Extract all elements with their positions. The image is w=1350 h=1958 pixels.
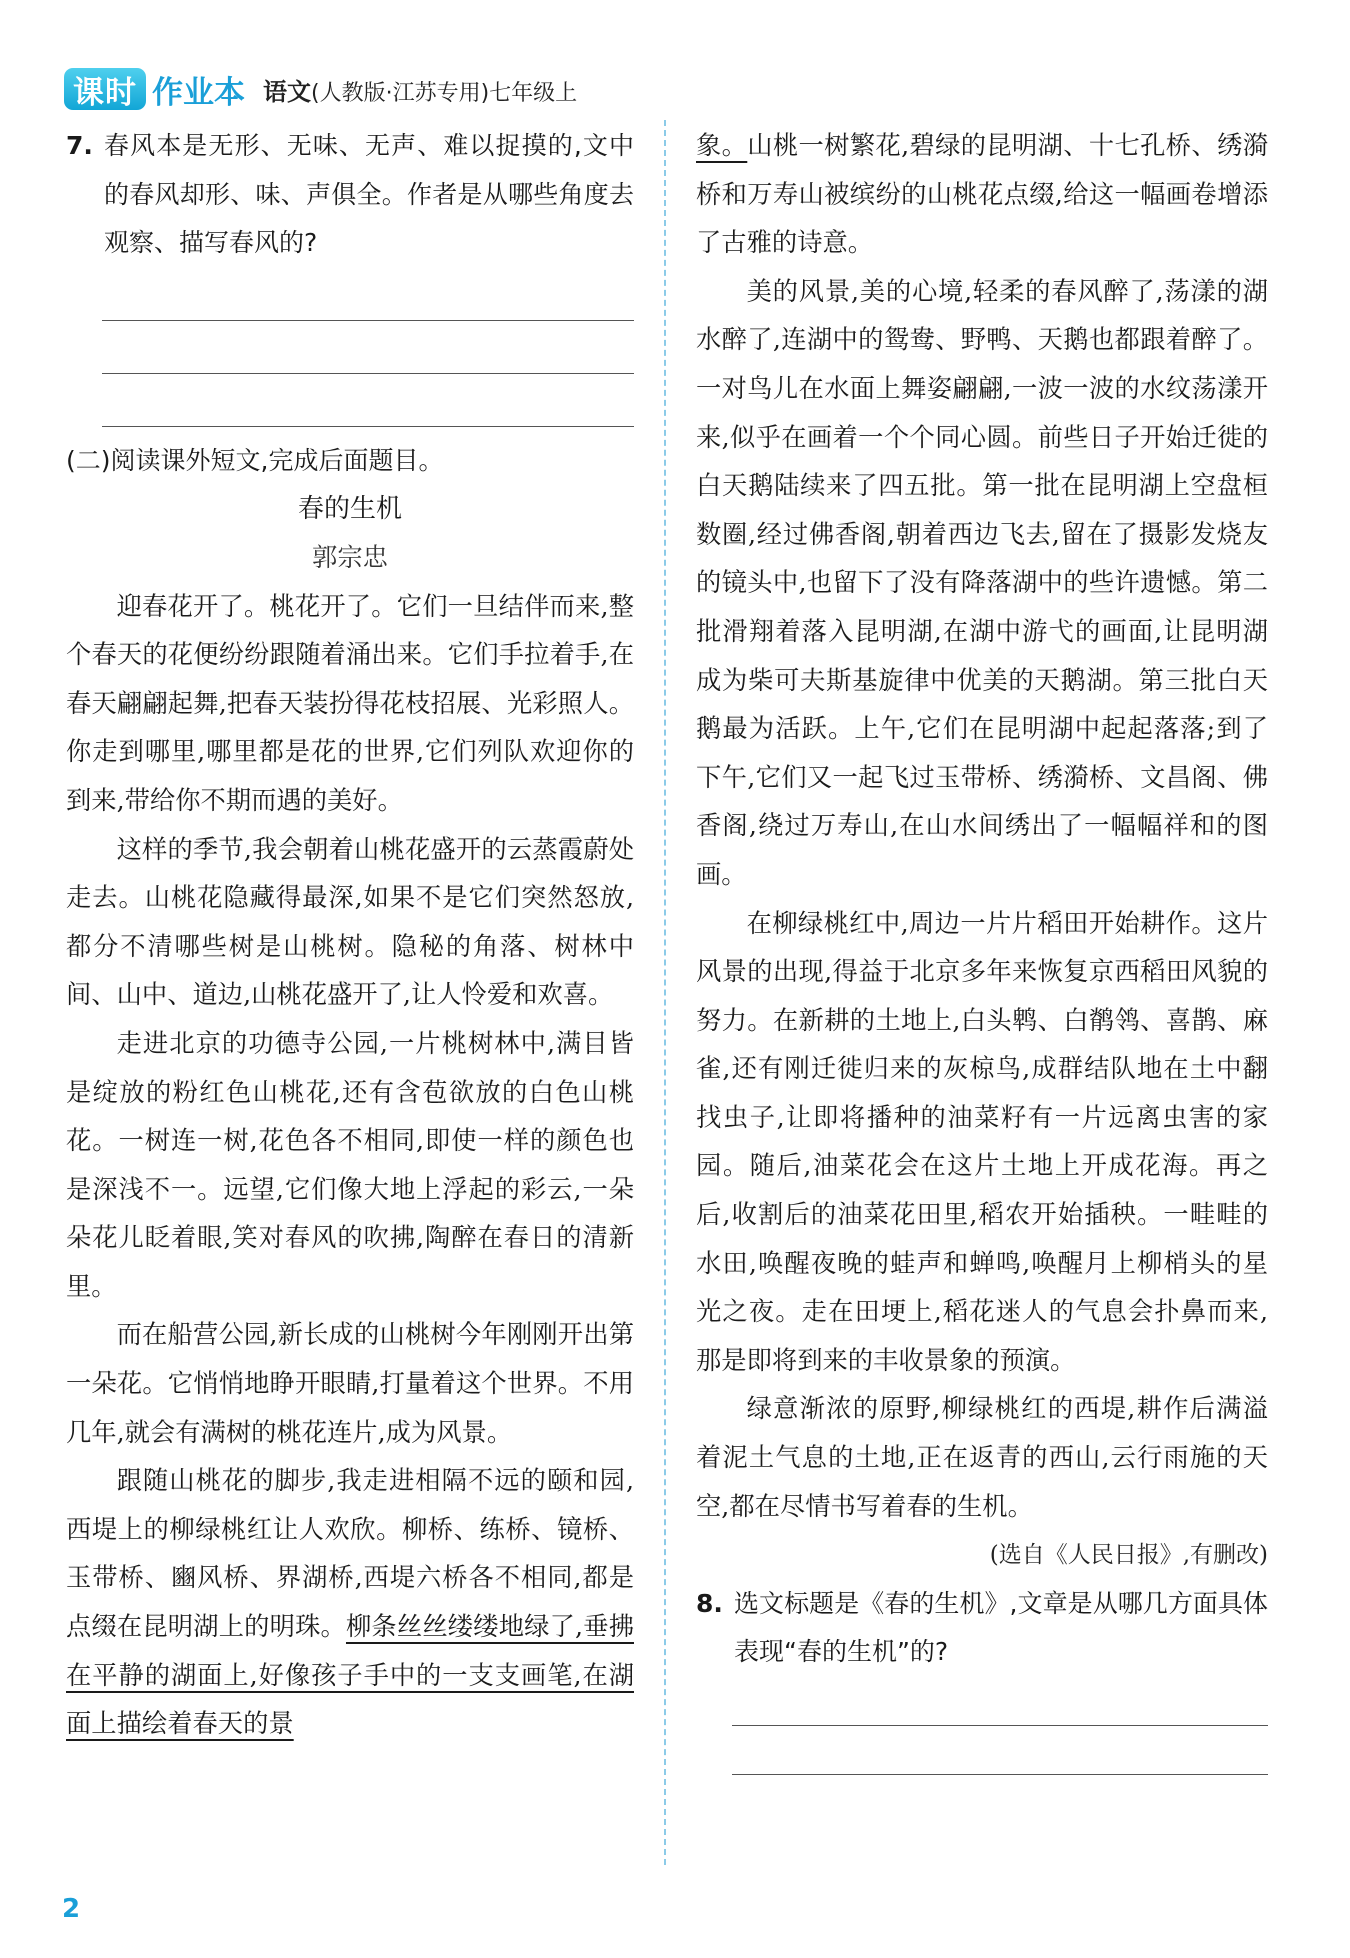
- page-number: 2: [62, 1894, 81, 1924]
- answer-line[interactable]: [102, 272, 634, 321]
- left-column: [66, 122, 634, 1749]
- paragraph-1: 迎春花开了。桃花开了。它们一旦结伴而来,整个春天的花便纷纷跟随着涌出来。它们手拉着手,在春天翩翩起舞,把春天装扮得花枝招展、光彩照人。你走到哪里,哪里都是花的世界,它们列队欢迎你的到来,带给你不期而遇的美好。: [66, 591, 634, 815]
- article-source: (选自《人民日报》,有删改): [989, 1542, 1268, 1569]
- paragraph-6: 美的风景,美的心境,轻柔的春风醉了,荡漾的湖水醉了,连湖中的鸳鸯、野鸭、天鹅也都跟着醉了。一对鸟儿在水面上舞姿翩翩,一波一波的水纹荡漾开来,似乎在画着一个个同心圆。前些日子开始迁徙的白天鹅陆续来了四五批。第一批在昆明湖上空盘桓数圈,经过佛香阁,朝着西边飞去,留在了摄影发烧友的镜头中,也留下了没有降落湖中的些许遗憾。第二批滑翔着落入昆明湖,在湖中游弋的画面,让昆明湖成为柴可夫斯基旋律中优美的天鹅湖。第三批白天鹅最为活跃。上午,它们在昆明湖中起起落落;到了下午,它们又一起飞过玉带桥、绣漪桥、文昌阁、佛香阁,绕过万寿山,在山水间绣出了一幅幅祥和的图画。: [696, 276, 1268, 889]
- paragraph-8: 绿意渐浓的原野,柳绿桃红的西堤,耕作后满溢着泥土气息的土地,正在返青的西山,云行雨施的天空,都在尽情书写着春的生机。: [696, 1394, 1268, 1521]
- question-number: 7.: [66, 131, 93, 160]
- paragraph-5-continued: [696, 122, 1268, 268]
- paragraph-5-text: 跟随山桃花的脚步,我走进相隔不远的颐和园,西堤上的柳绿桃红让人欢欣。柳桥、练桥、镜桥、玉带桥、豳风桥、界湖桥,西堤六桥各不相同,都是点缀在昆明湖上的明珠。: [66, 1466, 634, 1642]
- article-author: 郭宗忠: [312, 542, 388, 572]
- paragraph-2: 这样的季节,我会朝着山桃花盛开的云蒸霞蔚处走去。山桃花隐藏得最深,如果不是它们突然怒放,都分不清哪些树是山桃树。隐秘的角落、树林中间、山中、道边,山桃花盛开了,让人怜爱和欢喜。: [66, 834, 634, 1010]
- question-text: 选文标题是《春的生机》,文章是从哪几方面具体表现“春的生机”的?: [734, 1588, 1268, 1667]
- article-title: 春的生机: [297, 494, 402, 525]
- paragraph-5-text-end: 山桃一树繁花,碧绿的昆明湖、十七孔桥、绣漪桥和万寿山被缤纷的山桃花点缀,给这一幅画卷增添了古雅的诗意。: [696, 131, 1268, 258]
- question-text: 春风本是无形、无味、无声、难以捉摸的,文中的春风却形、味、声俱全。作者是从哪些角度去观察、描写春风的?: [104, 131, 634, 258]
- edition: (人教版·江苏专用): [311, 80, 490, 106]
- subject-name: 语文: [263, 77, 311, 106]
- page-header: [64, 66, 577, 112]
- subject-info: [263, 72, 577, 107]
- answer-line[interactable]: [732, 1677, 1268, 1726]
- underlined-sentence: 柳条丝丝缕缕地绿了,垂拂在平静的湖面上,好像孩子手中的一支支画笔,在湖面上描绘着春天的景: [66, 1612, 634, 1739]
- question-number: 8.: [696, 1588, 723, 1618]
- paragraph-4: 而在船营公园,新长成的山桃树今年刚刚开出第一朵花。它悄悄地睁开眼睛,打量着这个世界。不用几年,就会有满树的桃花连片,成为风景。: [66, 1320, 634, 1447]
- answer-line[interactable]: [102, 378, 634, 427]
- column-divider: [664, 120, 666, 1865]
- answer-line[interactable]: [102, 325, 634, 374]
- grade: 七年级上: [489, 80, 578, 106]
- section-heading: (二)阅读课外短文,完成后面题目。: [66, 445, 444, 475]
- question-8: [696, 1580, 1268, 1677]
- paragraph-7: 在柳绿桃红中,周边一片片稻田开始耕作。这片风景的出现,得益于北京多年来恢复京西稻田风貌的努力。在新耕的土地上,白头鹎、白鹡鸰、喜鹊、麻雀,还有刚迁徙归来的灰椋鸟,成群结队地在土中翻找虫子,让即将播种的油菜籽有一片远离虫害的家园。随后,油菜花会在这片土地上开成花海。再之后,收割后的油菜花田里,稻农开始插秧。一畦畦的水田,唤醒夜晚的蛙声和蝉鸣,唤醒月上柳梢头的星光之夜。走在田埂上,稻花迷人的气息会扑鼻而来,那是即将到来的丰收景象的预演。: [696, 908, 1268, 1375]
- paragraph-3: 走进北京的功德寺公园,一片桃树林中,满目皆是绽放的粉红色山桃花,还有含苞欲放的白色山桃花。一树连一树,花色各不相同,即使一样的颜色也是深浅不一。远望,它们像大地上浮起的彩云,一朵朵花儿眨着眼,笑对春风的吹拂,陶醉在春日的清新里。: [66, 1028, 634, 1301]
- question-7: [66, 122, 634, 268]
- series-logo: 课时: [64, 68, 146, 110]
- underlined-sentence-end: 象。: [696, 131, 748, 160]
- answer-line[interactable]: [732, 1726, 1268, 1775]
- series-name: 作业本: [152, 74, 245, 111]
- paragraph-5: [66, 1457, 634, 1749]
- right-column: [696, 122, 1268, 1775]
